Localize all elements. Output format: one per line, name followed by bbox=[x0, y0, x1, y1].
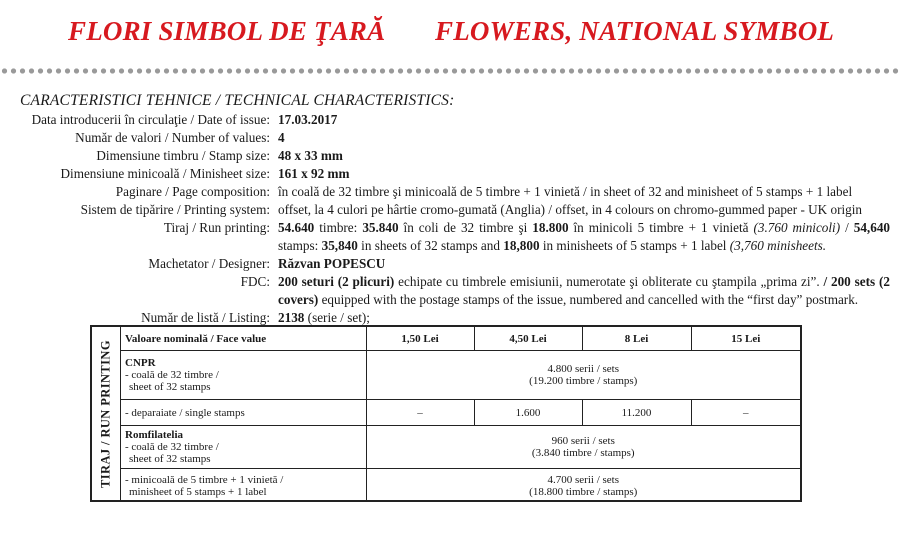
spec-label: Număr de valori / Number of values: bbox=[75, 130, 270, 145]
header-value-3: 8 Lei bbox=[582, 327, 691, 351]
run-printing-table bbox=[90, 325, 802, 502]
spec-value: 161 x 92 mm bbox=[278, 166, 350, 181]
dotted-divider bbox=[0, 67, 900, 75]
spec-value: offset, la 4 culori pe hârtie cromo-gumată (Anglia) / offset, in 4 colours on chromo-gummed paper - UK origin bbox=[278, 202, 862, 217]
spec-row-designer bbox=[0, 255, 900, 273]
cell-value: 1.600 bbox=[474, 400, 582, 426]
cell-value: – bbox=[691, 400, 800, 426]
header-face-value: Valoare nominală / Face value bbox=[121, 327, 366, 351]
title-romanian: FLORI SIMBOL DE ŢARĂ bbox=[68, 16, 386, 46]
spec-label: Tiraj / Run printing: bbox=[163, 220, 270, 235]
specs-list bbox=[0, 111, 900, 327]
row-label: Romfilatelia - coală de 32 timbre / sheet of 32 stamps bbox=[121, 426, 366, 469]
spec-row-page bbox=[0, 183, 900, 201]
row-value-merged: 960 serii / sets (3.840 timbre / stamps) bbox=[366, 426, 800, 469]
header-value-1: 1,50 Lei bbox=[366, 327, 474, 351]
cell-value: 11.200 bbox=[582, 400, 691, 426]
spec-row-date bbox=[0, 111, 900, 129]
spec-value: Răzvan POPESCU bbox=[278, 256, 386, 271]
row-value-merged: 4.800 serii / sets (19.200 timbre / stamps) bbox=[366, 351, 800, 400]
spec-label: FDC: bbox=[240, 274, 270, 289]
spec-label: Dimensiune minicoală / Minisheet size: bbox=[60, 166, 270, 181]
table-side-label: TIRAJ / RUN PRINTING bbox=[92, 327, 121, 500]
row-label: CNPR - coală de 32 timbre / sheet of 32 stamps bbox=[121, 351, 366, 400]
table-row-romfilatelia-sheet bbox=[121, 426, 800, 469]
face-value-table bbox=[121, 327, 800, 502]
spec-value: 4 bbox=[278, 130, 285, 145]
spec-label: Sistem de tipărire / Printing system: bbox=[80, 202, 270, 217]
spec-value-run: 54.640 timbre: 35.840 în coli de 32 timbre şi 18.800 în minicoli 5 timbre + 1 vinietă (3.760 minicoli) / 54,640 stamps: 35,840 in sheets of 32 stamps and 18,800 in minisheets of 5 stamps + 1 label (3,760 minisheets. bbox=[278, 220, 890, 253]
spec-row-values bbox=[0, 129, 900, 147]
spec-label: Data introducerii în circulaţie / Date of issue: bbox=[31, 112, 270, 127]
cell-value: – bbox=[366, 400, 474, 426]
table-header-row bbox=[121, 327, 800, 351]
spec-label: Număr de listă / Listing: bbox=[141, 310, 270, 325]
header-value-2: 4,50 Lei bbox=[474, 327, 582, 351]
section-heading: CARACTERISTICI TEHNICE / TECHNICAL CHARACTERISTICS: bbox=[20, 92, 455, 109]
spec-label: Paginare / Page composition: bbox=[115, 184, 270, 199]
title-english: FLOWERS, NATIONAL SYMBOL bbox=[435, 16, 835, 46]
spec-value-fdc: 200 seturi (2 plicuri) echipate cu timbrele emisiunii, numerotate şi obliterate cu ştampila „prima zi”. / 200 sets (2 covers) equipped with the postage stamps of the issue, numbered and cancelled with the “first day” postmark. bbox=[278, 274, 890, 307]
spec-value: 17.03.2017 bbox=[278, 112, 338, 127]
spec-row-minisheet-size bbox=[0, 165, 900, 183]
row-label: - deparaiate / single stamps bbox=[121, 400, 366, 426]
header-value-4: 15 Lei bbox=[691, 327, 800, 351]
spec-value: în coală de 32 timbre şi minicoală de 5 timbre + 1 vinietă / in sheet of 32 and minisheet of 5 stamps + 1 label bbox=[278, 184, 853, 199]
spec-label: Dimensiune timbru / Stamp size: bbox=[96, 148, 270, 163]
table-row-single-stamps bbox=[121, 400, 800, 426]
spec-row-stamp-size bbox=[0, 147, 900, 165]
spec-label: Machetator / Designer: bbox=[148, 256, 270, 271]
spec-value: 48 x 33 mm bbox=[278, 148, 343, 163]
table-row-minisheet bbox=[121, 469, 800, 503]
spec-row-printing bbox=[0, 201, 900, 219]
row-value-merged: 4.700 serii / sets (18.800 timbre / stamps) bbox=[366, 469, 800, 503]
table-row-cnpr-sheet bbox=[121, 351, 800, 400]
spec-row-run bbox=[0, 219, 900, 255]
spec-value-listing: 2138 (serie / set); bbox=[278, 310, 370, 325]
row-label: - minicoală de 5 timbre + 1 vinietă / minisheet of 5 stamps + 1 label bbox=[121, 469, 366, 503]
spec-row-fdc bbox=[0, 273, 900, 309]
